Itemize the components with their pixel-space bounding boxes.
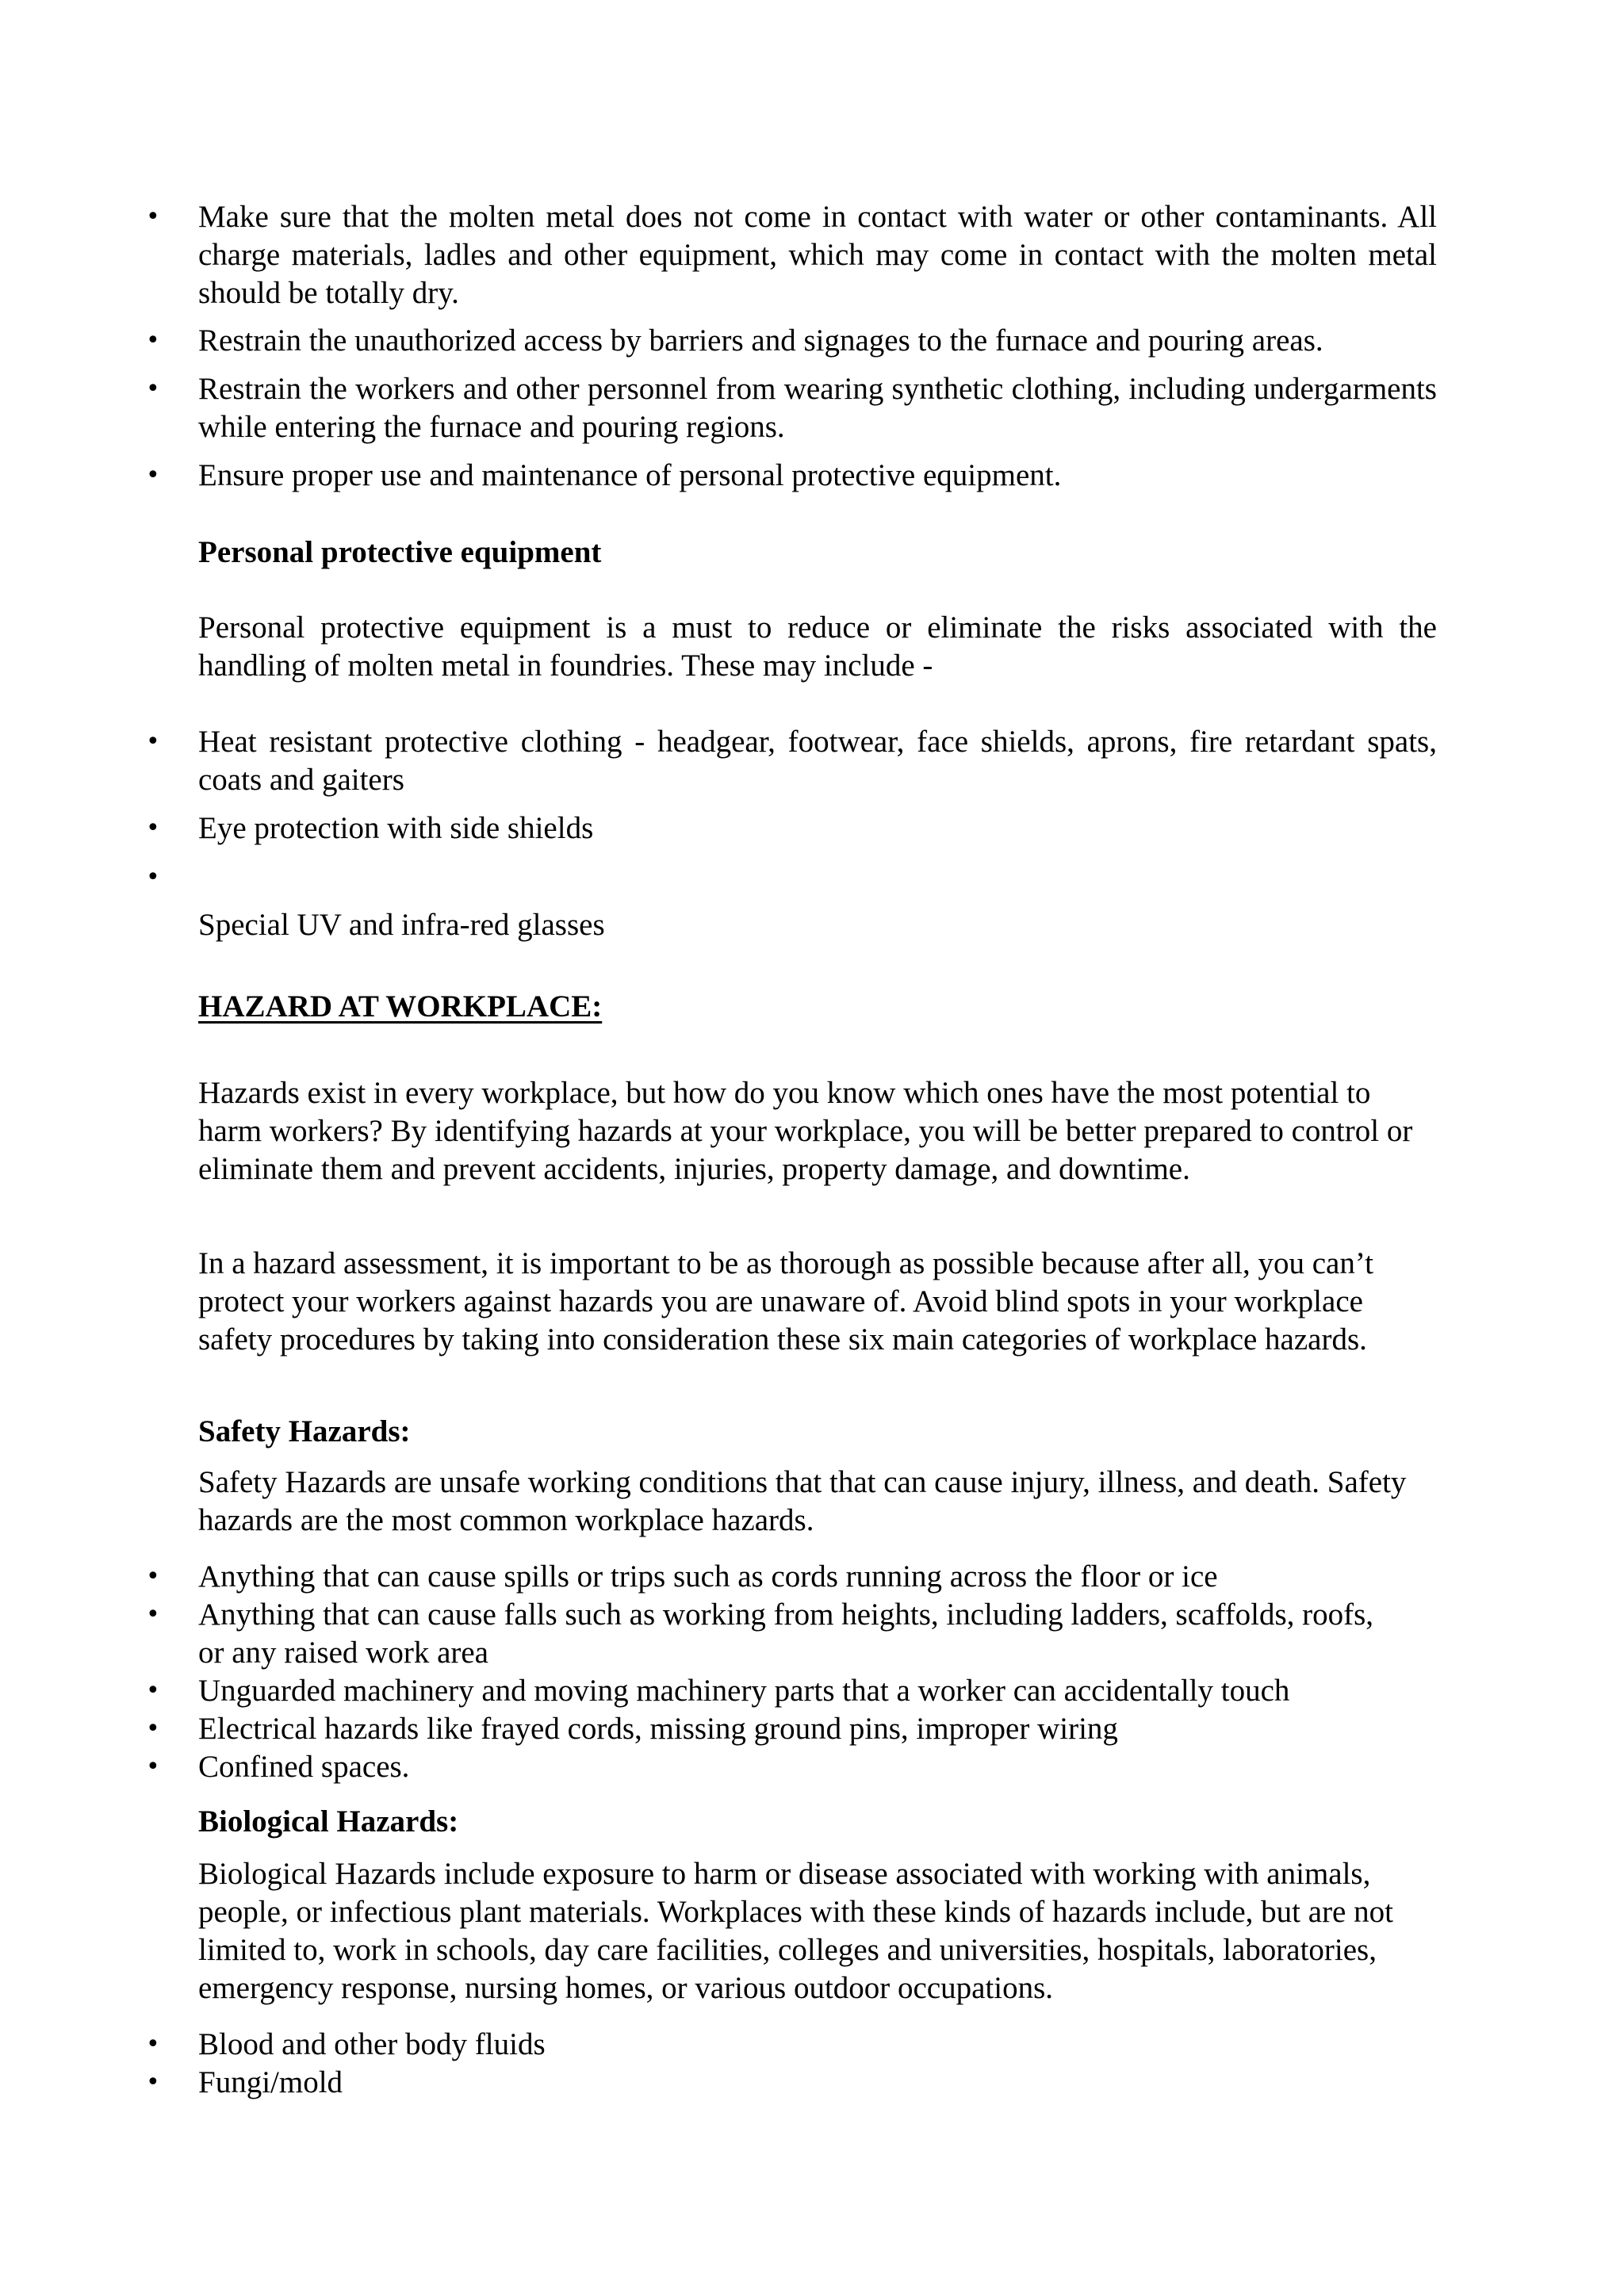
bullet-icon: •	[146, 1677, 160, 1705]
bullet-icon: •	[146, 2030, 160, 2058]
bullet-icon: •	[146, 728, 160, 756]
list-item: Restrain the unauthorized access by barriers and signages to the furnace and pouring areas.	[198, 323, 1323, 358]
list-item: Eye protection with side shields	[198, 811, 594, 845]
section-heading-ppe: Personal protective equipment	[198, 535, 602, 569]
list-item: Blood and other body fluids	[198, 2027, 546, 2061]
safety-intro-paragraph: Safety Hazards are unsafe working conditions that that can cause injury, illness, and death. Safety hazards are the most common workplace hazards.	[198, 1465, 1407, 1537]
list-item: Fungi/mold	[198, 2065, 343, 2099]
list-item: Electrical hazards like frayed cords, missing ground pins, improper wiring	[198, 1712, 1118, 1746]
bullet-icon: •	[146, 1563, 160, 1590]
bullet-icon: •	[146, 203, 160, 231]
list-item: Heat resistant protective clothing - headgear, footwear, face shields, aprons, fire retardant spats, coats and gaiters	[198, 725, 1437, 797]
bullet-icon: •	[146, 814, 160, 842]
bullet-icon: •	[146, 2068, 160, 2096]
list-item: Confined spaces.	[198, 1750, 410, 1784]
section-heading-safety: Safety Hazards:	[198, 1414, 411, 1448]
ppe-intro-paragraph: Personal protective equipment is a must to reduce or eliminate the risks associated with the handling of molten metal in foundries. These may include -	[198, 610, 1437, 683]
bullet-icon: •	[146, 1601, 160, 1628]
bullet-icon: •	[146, 1753, 160, 1781]
bullet-icon: •	[146, 461, 160, 489]
hazard-paragraph-1: Hazards exist in every workplace, but how do you know which ones have the most potential to harm workers? By identifying hazards at your workplace, you will be better prepared to control or eliminate them and prevent accidents, injuries, property damage, and downtime.	[198, 1076, 1413, 1186]
bullet-icon: •	[146, 375, 160, 403]
bullet-icon: •	[146, 863, 160, 891]
list-item: Unguarded machinery and moving machinery parts that a worker can accidentally touch	[198, 1674, 1290, 1708]
list-item: Make sure that the molten metal does not come in contact with water or other contaminants. All charge materials, ladles and other equipment, which may come in contact with the molten metal should be totally dry.	[198, 200, 1437, 310]
list-item: Special UV and infra-red glasses	[198, 908, 605, 942]
section-heading-biological: Biological Hazards:	[198, 1804, 459, 1839]
bullet-icon: •	[146, 327, 160, 354]
list-item: Restrain the workers and other personnel from wearing synthetic clothing, including undergarments while entering the furnace and pouring regions.	[198, 372, 1437, 444]
hazard-paragraph-2: In a hazard assessment, it is important to be as thorough as possible because after all, you can’t protect your workers against hazards you are unaware of. Avoid blind spots in your workplace safety procedures by taking into consideration these six main categories of workplace hazards.	[198, 1246, 1373, 1357]
bullet-icon: •	[146, 1715, 160, 1743]
biological-intro-paragraph: Biological Hazards include exposure to harm or disease associated with working with animals, people, or infectious plant materials. Workplaces with these kinds of hazards include, but are not limited to, work in schools, day care facilities, colleges and universities, hospitals, laboratories, emergency response, nursing homes, or various outdoor occupations.	[198, 1857, 1393, 2005]
section-heading-hazard: HAZARD AT WORKPLACE:	[198, 989, 603, 1024]
list-item: Anything that can cause spills or trips such as cords running across the floor or ice	[198, 1559, 1218, 1594]
list-item: Anything that can cause falls such as working from heights, including ladders, scaffolds, roofs, or any raised work area	[198, 1598, 1374, 1670]
list-item: Ensure proper use and maintenance of personal protective equipment.	[198, 458, 1062, 492]
